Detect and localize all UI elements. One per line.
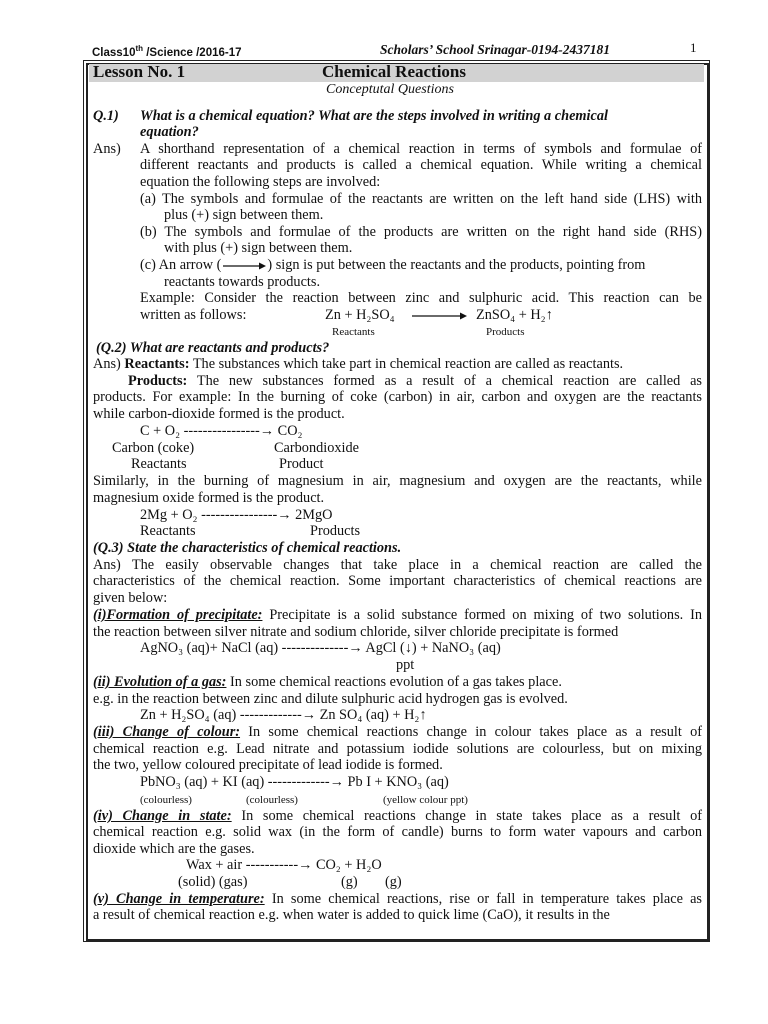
q3-colour-line1: (iii) Change of colour: In some chemical reactions change in colour takes place as a result of bbox=[93, 724, 702, 740]
q3-temperature-line1: (v) Change in temperature: In some chemical reactions, rise or fall in temperature takes place as bbox=[93, 891, 702, 907]
q1-ans-line2: different reactants and products is called a chemical equation. While writing a chemical bbox=[140, 157, 702, 173]
q1-equation-lhs: Zn + H₂SO₄ bbox=[325, 307, 395, 323]
q1-step-c-line2: reactants towards products. bbox=[164, 274, 321, 290]
q1-ans-label: Ans) bbox=[93, 141, 121, 157]
q1-step-b-line2: with plus (+) sign between them. bbox=[164, 240, 353, 256]
q3-gas-equation: Zn + H₂SO₄ (aq) -------------→ Zn SO₄ (aq) + H₂↑ bbox=[140, 707, 427, 723]
q3-question: (Q.3) State the characteristics of chemical reactions. bbox=[93, 540, 402, 556]
q3-state-equation: Wax + air -----------→ CO₂ + H₂O bbox=[186, 857, 382, 873]
q3-precipitate-line2: the reaction between silver nitrate and sodium chloride, silver chloride precipitate is formed bbox=[93, 624, 619, 640]
q3-gas-line1: (ii) Evolution of a gas: In some chemical reactions evolution of a gas takes place. bbox=[93, 674, 562, 690]
long-arrow-icon bbox=[410, 311, 468, 321]
q2-reactants-line: Ans) Reactants: The substances which take part in chemical reaction are called as reactants. bbox=[93, 356, 624, 372]
q3-gas-line2: e.g. in the reaction between zinc and dilute sulphuric acid hydrogen gas is evolved. bbox=[93, 691, 568, 707]
q3-colour-line3: the two, yellow coloured precipitate of lead iodide is formed. bbox=[93, 757, 443, 773]
q3-yellow-ppt: (yellow colour ppt) bbox=[383, 794, 468, 806]
q3-precipitate-line1: (i)Formation of precipitate: Precipitate is a solid substance formed on mixing of two solutions. In bbox=[93, 607, 703, 623]
q1-step-a-line2: plus (+) sign between them. bbox=[164, 207, 324, 223]
q1-equation-rhs: ZnSO₄ + H₂↑ bbox=[476, 307, 553, 323]
q1-question-line2: equation? bbox=[140, 124, 199, 140]
q2-similarly-line1: Similarly, in the burning of magnesium in air, magnesium and oxygen are the reactants, while bbox=[93, 473, 702, 489]
q3-state-g1: (g) bbox=[341, 874, 358, 890]
lesson-number: Lesson No. 1 bbox=[93, 62, 186, 81]
q3-temperature-line2: a result of chemical reaction e.g. when water is added to quick lime (CaO), it results in the bbox=[93, 907, 610, 923]
q2-eq1-lhs-name: Carbon (coke) bbox=[112, 440, 195, 456]
q3-state-g2: (g) bbox=[385, 874, 402, 890]
q2-products-line1: Products: The new substances formed as a result of a chemical reaction are called as bbox=[128, 373, 702, 389]
chapter-title: Chemical Reactions bbox=[322, 62, 467, 81]
q2-eq2-products: Products bbox=[310, 523, 361, 539]
q3-colour-equation: PbNO₃ (aq) + KI (aq) -------------→ Pb I + KNO₃ (aq) bbox=[140, 774, 449, 790]
q2-eq1-product: Product bbox=[279, 456, 324, 472]
q1-ans-line1: A shorthand representation of a chemical reaction in terms of symbols and formulae of bbox=[140, 141, 702, 157]
q2-eq1-reactants: Reactants bbox=[131, 456, 187, 472]
q3-ans-line2: characteristics of the chemical reaction. Some important characteristics of chemical reactions are bbox=[93, 573, 702, 589]
q3-ppt-label: ppt bbox=[396, 657, 415, 673]
q1-reactants-label: Reactants bbox=[332, 326, 375, 338]
q2-equation2: 2Mg + O₂ ----------------→ 2MgO bbox=[140, 507, 333, 523]
q1-step-a-line1: (a) The symbols and formulae of the reactants are written on the left hand side (LHS) with bbox=[140, 191, 702, 207]
q2-eq2-reactants: Reactants bbox=[140, 523, 196, 539]
page-number: 1 bbox=[690, 40, 697, 55]
q2-eq1-rhs-name: Carbondioxide bbox=[274, 440, 359, 456]
q2-similarly-line2: magnesium oxide formed is the product. bbox=[93, 490, 325, 506]
q1-example-line1: Example: Consider the reaction between zinc and sulphuric acid. This reaction can be bbox=[140, 290, 702, 306]
q2-equation1: C + O₂ ----------------→ CO₂ bbox=[140, 423, 303, 439]
q2-products-line2: products. For example: In the burning of coke (carbon) in air, carbon and oxygen are the reactants bbox=[93, 389, 702, 405]
subtitle: Conceptutal Questions bbox=[326, 82, 454, 97]
q3-state-solid-gas: (solid) (gas) bbox=[178, 874, 248, 890]
q3-colourless-1: (colourless) bbox=[140, 794, 192, 806]
q3-state-line3: dioxide which are the gases. bbox=[93, 841, 255, 857]
q1-ans-line3: equation the following steps are involved: bbox=[140, 174, 381, 190]
q3-state-line2: chemical reaction e.g. solid wax (in the form of candle) burns to form water vapours and carbon bbox=[93, 824, 702, 840]
q3-ans-line1: Ans) The easily observable changes that take place in a chemical reaction are called the bbox=[93, 557, 702, 573]
q1-label: Q.1) bbox=[93, 108, 119, 124]
q3-colour-line2: chemical reaction e.g. Lead nitrate and potassium iodide solutions are colourless, but on mixing bbox=[93, 741, 702, 757]
q1-example-line2: written as follows: bbox=[140, 307, 247, 323]
q3-state-line1: (iv) Change in state: In some chemical reactions change in state takes place as a result of bbox=[93, 808, 702, 824]
school-name: Scholars’ School Srinagar-0194-2437181 bbox=[380, 42, 611, 57]
q3-ans-line3: given below: bbox=[93, 590, 168, 606]
q1-question-line1: What is a chemical equation? What are the steps involved in writing a chemical bbox=[140, 108, 608, 124]
q1-step-b-line1: (b) The symbols and formulae of the products are written on the right hand side (RHS) bbox=[140, 224, 702, 240]
q1-products-label: Products bbox=[486, 326, 525, 338]
q2-products-line3: while carbon-dioxide formed is the product. bbox=[93, 406, 345, 422]
q3-precipitate-equation: AgNO₃ (aq)+ NaCl (aq) --------------→ AgCl (↓) + NaNO₃ (aq) bbox=[140, 640, 501, 656]
q3-colourless-2: (colourless) bbox=[246, 794, 298, 806]
q1-step-c-line1: (c) An arrow ( ) sign is put between the reactants and the products, pointing from bbox=[140, 257, 646, 273]
arrow-right-icon bbox=[221, 261, 267, 271]
q2-question: (Q.2) What are reactants and products? bbox=[96, 340, 330, 356]
class-info: Class10th /Science /2016-17 bbox=[92, 44, 242, 59]
